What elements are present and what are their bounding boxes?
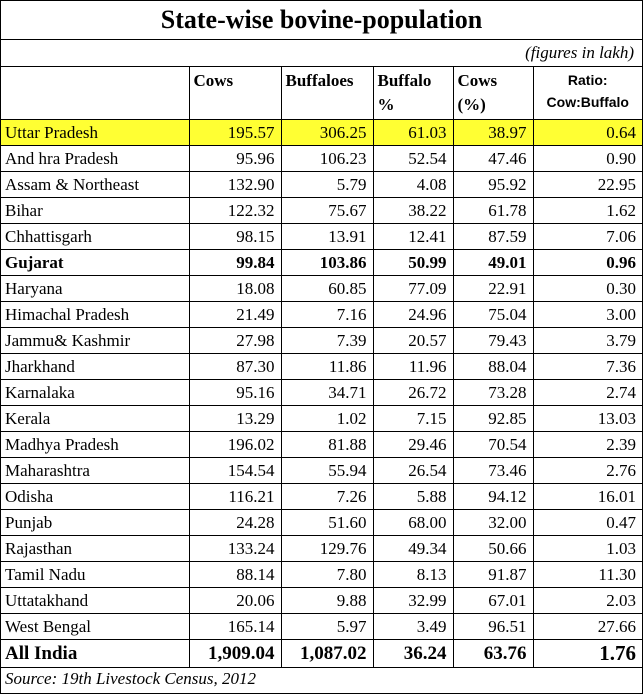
state-cell: Kerala	[1, 406, 189, 432]
buffalo-pct-cell: 12.41	[373, 224, 453, 250]
ratio-cell: 0.64	[533, 120, 642, 146]
state-cell: Uttatakhand	[1, 588, 189, 614]
source-note: Source: 19th Livestock Census, 2012	[5, 669, 257, 688]
table-row	[1, 250, 642, 276]
cows-pct-cell: 63.76	[453, 640, 533, 668]
state-cell: Punjab	[1, 510, 189, 536]
state-cell: Odisha	[1, 484, 189, 510]
ratio-cell: 2.76	[533, 458, 642, 484]
cows-pct-cell: 87.59	[453, 224, 533, 250]
cows-pct-cell: 32.00	[453, 510, 533, 536]
table-row	[1, 224, 642, 250]
state-cell: Jharkhand	[1, 354, 189, 380]
table-row	[1, 302, 642, 328]
buffalo-pct-cell: 61.03	[373, 120, 453, 146]
cows-cell: 116.21	[189, 484, 281, 510]
ratio-cell: 3.00	[533, 302, 642, 328]
ratio-cell: 16.01	[533, 484, 642, 510]
cows-cell: 88.14	[189, 562, 281, 588]
cows-cell: 27.98	[189, 328, 281, 354]
cows-pct-cell: 91.87	[453, 562, 533, 588]
state-cell: Haryana	[1, 276, 189, 302]
table-row	[1, 198, 642, 224]
ratio-cell: 11.30	[533, 562, 642, 588]
table-row	[1, 588, 642, 614]
buffaloes-cell: 55.94	[281, 458, 373, 484]
ratio-cell: 0.30	[533, 276, 642, 302]
cows-cell: 122.32	[189, 198, 281, 224]
state-cell: Madhya Pradesh	[1, 432, 189, 458]
total-row	[1, 640, 642, 668]
cows-cell: 87.30	[189, 354, 281, 380]
cows-cell: 195.57	[189, 120, 281, 146]
ratio-header	[533, 67, 642, 120]
buffaloes-header	[281, 67, 373, 120]
ratio-cell: 0.96	[533, 250, 642, 276]
buffaloes-cell: 60.85	[281, 276, 373, 302]
cows-pct-cell: 47.46	[453, 146, 533, 172]
cows-cell: 99.84	[189, 250, 281, 276]
buffaloes-cell: 11.86	[281, 354, 373, 380]
state-cell: Chhattisgarh	[1, 224, 189, 250]
cows-pct-header-line: (%)	[457, 95, 486, 114]
cows-pct-cell: 79.43	[453, 328, 533, 354]
buffaloes-cell: 103.86	[281, 250, 373, 276]
state-cell: All India	[1, 640, 189, 668]
cows-pct-cell: 73.46	[453, 458, 533, 484]
ratio-cell: 0.47	[533, 510, 642, 536]
buffaloes-cell: 1.02	[281, 406, 373, 432]
buffaloes-header-line: Buffaloes	[285, 71, 354, 90]
ratio-cell: 13.03	[533, 406, 642, 432]
ratio-cell: 27.66	[533, 614, 642, 640]
buffalo-pct-cell: 68.00	[373, 510, 453, 536]
cows-pct-cell: 70.54	[453, 432, 533, 458]
ratio-cell: 2.03	[533, 588, 642, 614]
ratio-header-line: Cow:Buffalo	[546, 94, 629, 110]
ratio-cell: 3.79	[533, 328, 642, 354]
state-cell: And hra Pradesh	[1, 146, 189, 172]
cows-pct-cell: 95.92	[453, 172, 533, 198]
buffalo-pct-cell: 29.46	[373, 432, 453, 458]
cows-pct-cell: 94.12	[453, 484, 533, 510]
table-row	[1, 172, 642, 198]
blank-header	[1, 67, 189, 120]
buffalo-pct-cell: 36.24	[373, 640, 453, 668]
buffaloes-cell: 51.60	[281, 510, 373, 536]
buffaloes-cell: 306.25	[281, 120, 373, 146]
buffalo-pct-cell: 8.13	[373, 562, 453, 588]
cows-cell: 98.15	[189, 224, 281, 250]
table-row	[1, 510, 642, 536]
state-cell: Uttar Pradesh	[1, 120, 189, 146]
buffalo-pct-cell: 11.96	[373, 354, 453, 380]
cows-pct-cell: 49.01	[453, 250, 533, 276]
state-cell: Rajasthan	[1, 536, 189, 562]
ratio-cell: 7.36	[533, 354, 642, 380]
buffaloes-cell: 7.16	[281, 302, 373, 328]
buffaloes-cell: 34.71	[281, 380, 373, 406]
ratio-cell: 1.03	[533, 536, 642, 562]
buffalo-pct-cell: 32.99	[373, 588, 453, 614]
table-row	[1, 536, 642, 562]
ratio-cell: 0.90	[533, 146, 642, 172]
table-row	[1, 120, 642, 146]
cows-pct-cell: 88.04	[453, 354, 533, 380]
buffaloes-cell: 1,087.02	[281, 640, 373, 668]
cows-cell: 132.90	[189, 172, 281, 198]
buffalo-pct-cell: 5.88	[373, 484, 453, 510]
cows-header-line: Cows	[193, 71, 234, 90]
state-cell: West Bengal	[1, 614, 189, 640]
state-cell: Assam & Northeast	[1, 172, 189, 198]
state-cell: Karnalaka	[1, 380, 189, 406]
buffalo-pct-cell: 50.99	[373, 250, 453, 276]
table-row	[1, 484, 642, 510]
table-title: State-wise bovine-population	[1, 1, 642, 40]
cows-pct-cell: 96.51	[453, 614, 533, 640]
table-row	[1, 354, 642, 380]
buffaloes-cell: 7.26	[281, 484, 373, 510]
buffalo-pct-cell: 49.34	[373, 536, 453, 562]
cows-pct-cell: 67.01	[453, 588, 533, 614]
buffalo-pct-cell: 24.96	[373, 302, 453, 328]
cows-pct-header-line: Cows	[457, 71, 498, 90]
buffaloes-cell: 129.76	[281, 536, 373, 562]
buffalo-pct-cell: 26.54	[373, 458, 453, 484]
buffalo-pct-header	[373, 67, 453, 120]
cows-pct-cell: 61.78	[453, 198, 533, 224]
table-row	[1, 458, 642, 484]
ratio-cell: 1.76	[533, 640, 642, 668]
table-row	[1, 432, 642, 458]
cows-cell: 20.06	[189, 588, 281, 614]
state-cell: Maharashtra	[1, 458, 189, 484]
ratio-cell: 7.06	[533, 224, 642, 250]
buffaloes-cell: 5.79	[281, 172, 373, 198]
cows-cell: 154.54	[189, 458, 281, 484]
cows-pct-cell: 38.97	[453, 120, 533, 146]
cows-cell: 18.08	[189, 276, 281, 302]
unit-note: (figures in lakh)	[525, 43, 634, 62]
bovine-table	[1, 66, 642, 668]
buffalo-pct-cell: 52.54	[373, 146, 453, 172]
table-row	[1, 328, 642, 354]
cows-pct-header	[453, 67, 533, 120]
buffalo-pct-cell: 4.08	[373, 172, 453, 198]
cows-pct-cell: 50.66	[453, 536, 533, 562]
cows-cell: 95.96	[189, 146, 281, 172]
ratio-header-line: Ratio:	[567, 72, 608, 88]
state-cell: Bihar	[1, 198, 189, 224]
cows-pct-cell: 22.91	[453, 276, 533, 302]
cows-cell: 165.14	[189, 614, 281, 640]
cows-cell: 1,909.04	[189, 640, 281, 668]
table-row	[1, 276, 642, 302]
buffalo-pct-cell: 38.22	[373, 198, 453, 224]
table-row	[1, 380, 642, 406]
buffaloes-cell: 106.23	[281, 146, 373, 172]
buffalo-pct-cell: 3.49	[373, 614, 453, 640]
table-row	[1, 146, 642, 172]
cows-header	[189, 67, 281, 120]
buffalo-pct-cell: 26.72	[373, 380, 453, 406]
buffaloes-cell: 9.88	[281, 588, 373, 614]
header-row	[1, 67, 642, 120]
cows-pct-cell: 73.28	[453, 380, 533, 406]
ratio-cell: 2.39	[533, 432, 642, 458]
buffaloes-cell: 13.91	[281, 224, 373, 250]
buffaloes-cell: 81.88	[281, 432, 373, 458]
ratio-cell: 22.95	[533, 172, 642, 198]
state-cell: Tamil Nadu	[1, 562, 189, 588]
table-body	[1, 120, 642, 668]
buffalo-pct-header-line: %	[377, 95, 395, 114]
buffaloes-cell: 75.67	[281, 198, 373, 224]
cows-pct-cell: 75.04	[453, 302, 533, 328]
ratio-cell: 2.74	[533, 380, 642, 406]
table-row	[1, 614, 642, 640]
buffalo-pct-cell: 7.15	[373, 406, 453, 432]
cows-cell: 95.16	[189, 380, 281, 406]
buffaloes-cell: 7.39	[281, 328, 373, 354]
buffalo-pct-header-line: Buffalo	[377, 71, 432, 90]
buffaloes-cell: 7.80	[281, 562, 373, 588]
cows-cell: 21.49	[189, 302, 281, 328]
cows-pct-cell: 92.85	[453, 406, 533, 432]
ratio-cell: 1.62	[533, 198, 642, 224]
state-cell: Gujarat	[1, 250, 189, 276]
table-row	[1, 562, 642, 588]
cows-cell: 196.02	[189, 432, 281, 458]
cows-cell: 13.29	[189, 406, 281, 432]
buffalo-pct-cell: 77.09	[373, 276, 453, 302]
buffalo-pct-cell: 20.57	[373, 328, 453, 354]
cows-cell: 24.28	[189, 510, 281, 536]
cows-cell: 133.24	[189, 536, 281, 562]
state-cell: Himachal Pradesh	[1, 302, 189, 328]
state-cell: Jammu& Kashmir	[1, 328, 189, 354]
buffaloes-cell: 5.97	[281, 614, 373, 640]
table-row	[1, 406, 642, 432]
